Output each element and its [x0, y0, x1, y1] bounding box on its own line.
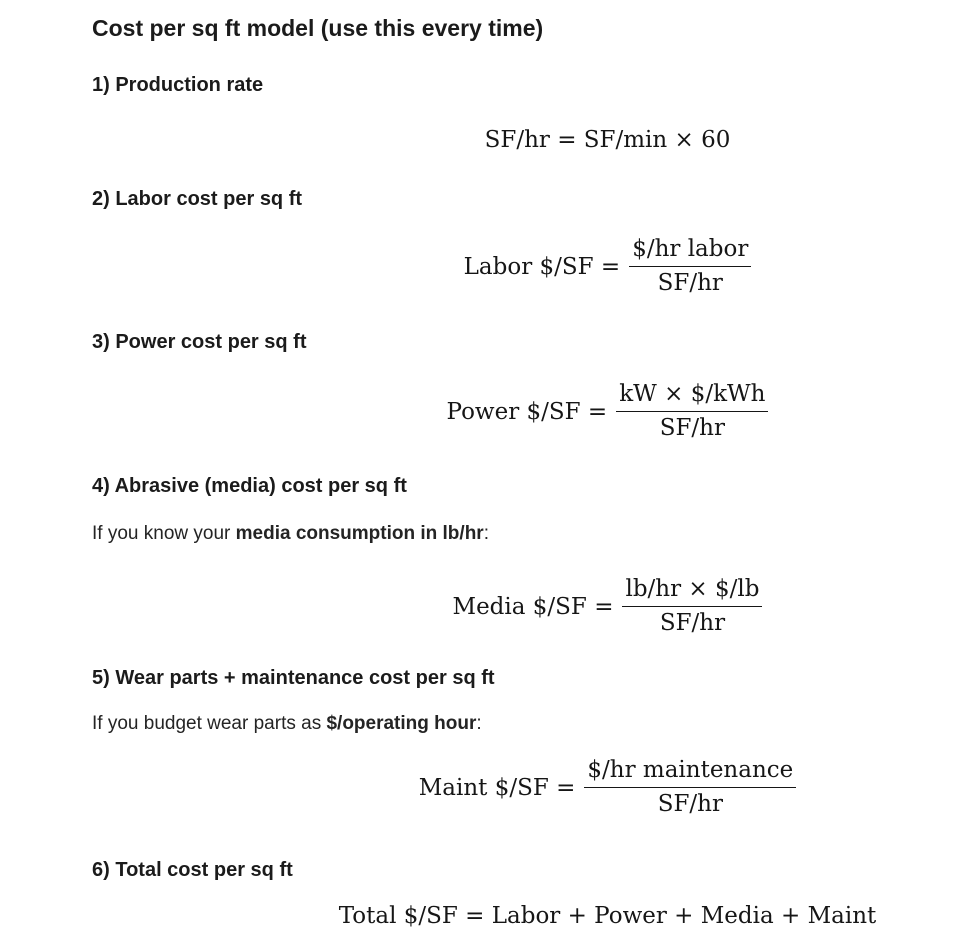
formula-maintenance-cost — [0, 757, 975, 818]
section-heading-production-rate: 1) Production rate — [92, 74, 264, 96]
formula-lhs: Labor $/SF = — [463, 253, 621, 280]
section-heading-power-cost: 3) Power cost per sq ft — [92, 331, 307, 353]
fraction — [616, 381, 768, 442]
formula-total-cost — [0, 900, 975, 931]
note-bold: media consumption in lb/hr — [235, 523, 484, 544]
fraction — [622, 576, 762, 637]
formula-lhs: Maint $/SF = — [418, 774, 576, 801]
section-heading-total-cost: 6) Total cost per sq ft — [92, 859, 293, 881]
section-heading-labor-cost: 2) Labor cost per sq ft — [92, 188, 303, 210]
fraction-denominator: SF/hr — [659, 610, 726, 636]
fraction — [629, 236, 751, 297]
fraction-numerator: $/hr labor — [629, 236, 751, 267]
formula-production-rate — [0, 124, 975, 155]
note-prefix: If you budget wear parts as — [92, 713, 327, 734]
page-title: Cost per sq ft model (use this every time) — [92, 15, 544, 41]
formula-lhs: Power $/SF = — [446, 398, 608, 425]
fraction — [584, 757, 796, 818]
fraction-denominator: SF/hr — [657, 270, 723, 296]
formula-labor-cost — [0, 236, 975, 297]
fraction-numerator: lb/hr × $/lb — [622, 576, 762, 607]
section-heading-maintenance-cost: 5) Wear parts + maintenance cost per sq ft — [92, 667, 495, 689]
formula-media-cost — [0, 576, 975, 637]
fraction-numerator: kW × $/kWh — [616, 381, 768, 412]
note-prefix: If you know your — [92, 523, 236, 544]
fraction-numerator: $/hr maintenance — [584, 757, 796, 788]
note-wear-parts — [92, 711, 975, 737]
note-media-consumption — [92, 521, 975, 547]
formula-power-cost — [0, 381, 975, 442]
fraction-denominator: SF/hr — [657, 791, 723, 817]
formula-lhs: Media $/SF = — [452, 593, 614, 620]
section-heading-media-cost: 4) Abrasive (media) cost per sq ft — [92, 475, 407, 497]
note-suffix: : — [476, 713, 482, 734]
fraction-denominator: SF/hr — [659, 415, 725, 441]
note-suffix: : — [483, 523, 489, 544]
document — [0, 14, 975, 931]
formula-text: Total $/SF = Labor + Power + Media + Maint — [338, 903, 877, 929]
formula-text: SF/hr = SF/min × 60 — [484, 127, 731, 153]
note-bold: $/operating hour — [326, 713, 477, 734]
